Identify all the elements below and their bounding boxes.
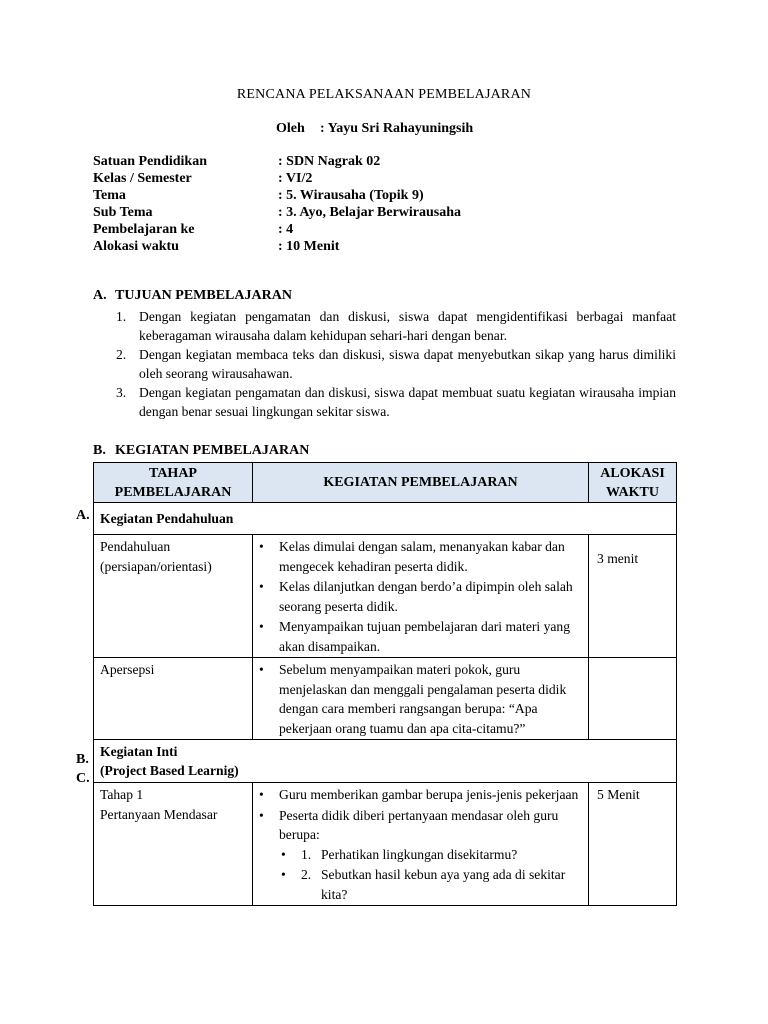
meta-value: : 4 [278, 222, 294, 237]
section-title: KEGIATAN PEMBELAJARAN [115, 443, 310, 458]
author-label: Oleh [276, 121, 305, 136]
phase-label: Kegiatan Pendahuluan [94, 503, 677, 535]
author-line [276, 121, 473, 137]
stage-cell: Apersepsi [94, 658, 253, 740]
goal-text: Dengan kegiatan membaca teks dan diskusi, siswa dapat menyebutkan sikap yang harus dimiliki oleh seorang wirausahawan. [139, 347, 676, 381]
goal-item [116, 383, 676, 421]
activity-item: • Guru memberikan gambar berupa jenis-jenis pekerjaan [257, 785, 584, 805]
phase-letter-c: C. [76, 771, 90, 786]
question-text: Perhatikan lingkungan disekitarmu? [321, 846, 518, 862]
activity-item-text: Peserta didik diberi pertanyaan mendasar oleh guru berupa: [279, 807, 559, 842]
time-cell: 5 Menit [589, 783, 677, 906]
meta-row [93, 187, 461, 204]
goal-item [116, 307, 676, 345]
activity-item [257, 806, 584, 905]
activity-item: • Menyampaikan tujuan pembelajaran dari materi yang akan disampaikan. [257, 617, 584, 656]
stage-cell: Pendahuluan (persiapan/orientasi) [94, 535, 253, 658]
question-item [279, 845, 584, 865]
meta-row [93, 238, 461, 255]
goal-text: Dengan kegiatan pengamatan dan diskusi, siswa dapat membuat suatu kegiatan wirausaha impian dengan benar sesuai lingkungan sekitar siswa. [139, 385, 676, 419]
meta-row [93, 221, 461, 238]
goal-number: 3. [116, 385, 127, 400]
phase-sublabel: (Project Based Learnig) [100, 763, 239, 778]
meta-value: : SDN Nagrak 02 [278, 154, 381, 169]
phase-letter-b: B. [76, 752, 89, 767]
header-activity: KEGIATAN PEMBELAJARAN [253, 463, 589, 503]
table-header-row [94, 463, 677, 503]
meta-key: Alokasi waktu [93, 239, 179, 254]
meta-row [93, 170, 461, 187]
time-cell: 3 menit [589, 535, 677, 658]
phase-letter-a: A. [76, 508, 90, 523]
meta-key: Pembelajaran ke [93, 222, 195, 237]
header-time: ALOKASI WAKTU [589, 463, 677, 503]
header-stage: TAHAP PEMBELAJARAN [94, 463, 253, 503]
question-text: Sebutkan hasil kebun aya yang ada di sekitar kita? [321, 867, 566, 902]
activity-item: • Kelas dimulai dengan salam, menanyakan kabar dan mengecek kehadiran peserta didik. [257, 537, 584, 576]
activity-cell [253, 658, 589, 740]
stage-name: Pertanyaan Mendasar [100, 806, 218, 822]
meta-row [93, 204, 461, 221]
goal-item [116, 345, 676, 383]
table-row [94, 658, 677, 740]
activity-item: • Sebelum menyampaikan materi pokok, guru menjelaskan dan menggali pengalaman peserta didik dengan cara memberi rangsangan berupa: “Apa pekerjaan orang tuamu dan apa cita-citamu?” [257, 660, 584, 738]
phase-label: Kegiatan Inti [100, 744, 178, 759]
meta-value: : 10 Menit [278, 239, 340, 254]
section-title: TUJUAN PEMBELAJARAN [115, 288, 292, 303]
activity-cell [253, 535, 589, 658]
section-b-heading [93, 443, 309, 459]
activity-table [93, 462, 677, 906]
activity-cell [253, 783, 589, 906]
question-list [279, 845, 584, 905]
question-number: • 1. [301, 846, 312, 862]
identity-block [93, 153, 461, 255]
phase-label-cell [94, 740, 677, 783]
question-number: • 2. [301, 867, 312, 882]
meta-value: : 3. Ayo, Belajar Berwirausaha [278, 205, 462, 220]
author-name: : Yayu Sri Rahayuningsih [320, 121, 474, 136]
table-row [94, 535, 677, 658]
goals-list [116, 307, 676, 421]
table-row [94, 783, 677, 906]
stage-step: Tahap 1 [100, 787, 144, 802]
meta-value: : 5. Wirausaha (Topik 9) [278, 188, 424, 203]
section-a-heading [93, 288, 292, 304]
phase-row [94, 740, 677, 783]
section-letter: A. [93, 288, 107, 303]
meta-key: Tema [93, 188, 126, 203]
goal-number: 1. [116, 309, 127, 324]
goal-text: Dengan kegiatan pengamatan dan diskusi, siswa dapat mengidentifikasi berbagai manfaat keberagaman wirausaha dalam kehidupan sehari-hari dengan benar. [139, 309, 676, 343]
stage-cell [94, 783, 253, 906]
meta-row [93, 153, 461, 170]
meta-key: Kelas / Semester [93, 171, 192, 186]
goal-number: 2. [116, 347, 127, 362]
phase-row [94, 503, 677, 535]
meta-key: Sub Tema [93, 205, 153, 220]
time-cell [589, 658, 677, 740]
activity-item: • Kelas dilanjutkan dengan berdo’a dipimpin oleh salah seorang peserta didik. [257, 577, 584, 616]
question-item [279, 865, 584, 904]
meta-value: : VI/2 [278, 171, 313, 186]
document-title: RENCANA PELAKSANAAN PEMBELAJARAN [236, 87, 532, 102]
section-letter: B. [93, 443, 106, 458]
meta-key: Satuan Pendidikan [93, 154, 207, 169]
